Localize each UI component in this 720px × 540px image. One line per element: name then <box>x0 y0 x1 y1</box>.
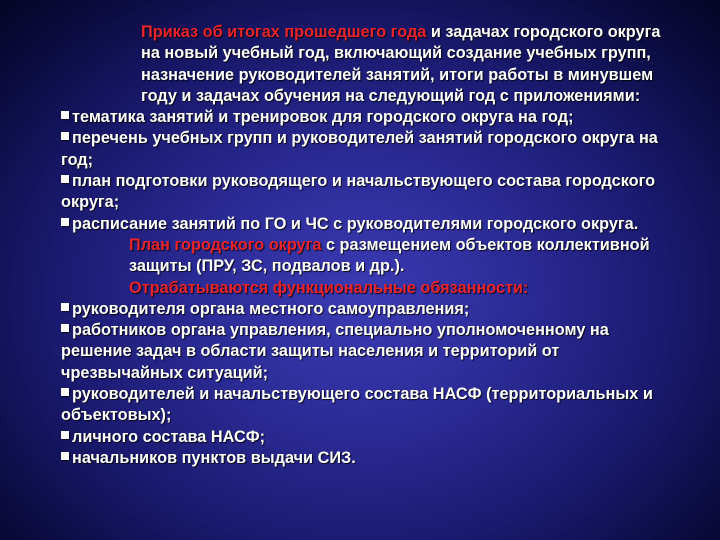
annex-item-1: тематика занятий и тренировок для городского округа на год; <box>72 108 574 127</box>
list-item <box>61 128 676 171</box>
list-item <box>61 384 676 427</box>
square-bullet-icon <box>61 388 69 396</box>
square-bullet-icon <box>61 175 69 183</box>
order-title: Приказ об итогах прошедшего года <box>141 23 427 41</box>
list-item <box>61 214 676 235</box>
annex-item-2: перечень учебных групп и руководителей занятий городского округа на год; <box>61 129 658 169</box>
square-bullet-icon <box>61 303 69 311</box>
list-item <box>61 427 676 448</box>
order-description: и задачах городского округа на новый учебный год, включающий создание учебных групп, назначение руководителей занятий, итоги работы в минувшем году и задачах обучения на следующий год с приложениями: <box>141 23 661 105</box>
order-paragraph <box>61 22 676 107</box>
duty-item-1: руководителя органа местного самоуправления; <box>72 299 470 318</box>
slide-text <box>61 22 676 469</box>
annex-item-3: план подготовки руководящего и начальствующего состава городского округа; <box>61 172 656 212</box>
list-item <box>61 171 676 214</box>
list-item <box>61 448 676 469</box>
square-bullet-icon <box>61 324 69 332</box>
square-bullet-icon <box>61 431 69 439</box>
duties-heading: Отрабатываются функциональные обязанности: <box>129 278 529 297</box>
list-item <box>61 299 676 320</box>
square-bullet-icon <box>61 452 69 460</box>
plan-title: План городского округа <box>129 235 322 254</box>
square-bullet-icon <box>61 132 69 140</box>
duty-item-5: начальников пунктов выдачи СИЗ. <box>72 448 356 467</box>
annex-item-4: расписание занятий по ГО и ЧС с руководителями городского округа. <box>72 214 639 233</box>
square-bullet-icon <box>61 111 69 119</box>
list-item <box>61 107 676 128</box>
plan-description: с размещением объектов коллективной защиты (ПРУ, ЗС, подвалов и др.). <box>129 235 650 276</box>
duty-item-3: руководителей и начальствующего состава НАСФ (территориальных и объектовых); <box>61 385 653 425</box>
duty-item-4: личного состава НАСФ; <box>72 427 266 446</box>
square-bullet-icon <box>61 218 69 226</box>
duty-item-2: работников органа управления, специально уполномоченному на решение задач в области защиты населения и территорий от чрезвычайных ситуаций; <box>61 321 609 382</box>
list-item <box>61 320 676 384</box>
duties-heading-paragraph <box>61 278 676 299</box>
plan-paragraph <box>61 235 676 278</box>
